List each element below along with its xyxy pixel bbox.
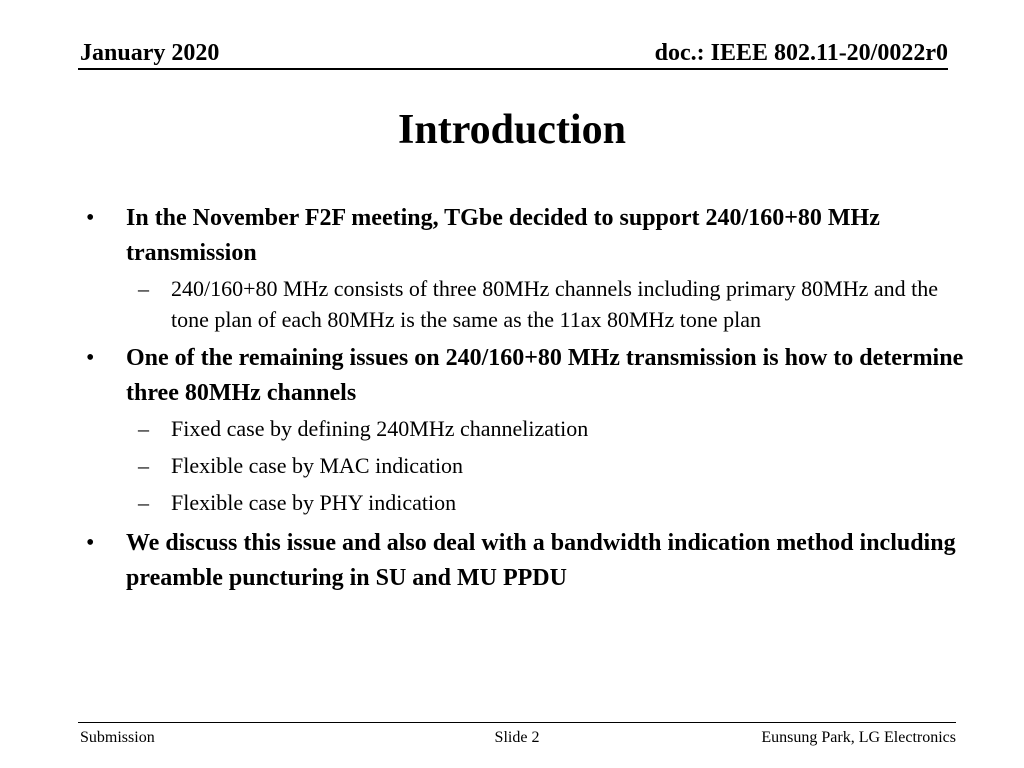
bullet-text: We discuss this issue and also deal with a bandwidth indication method including preamble puncturing in SU and MU PPDU	[126, 530, 956, 591]
bullet-item	[86, 201, 966, 271]
footer-slide-number: Slide 2	[494, 729, 540, 746]
sub-bullet-text: Flexible case by MAC indication	[171, 453, 464, 478]
header-divider	[78, 68, 948, 70]
sub-bullet-item	[86, 450, 966, 481]
bullet-icon: •	[86, 530, 95, 556]
sub-bullet-item	[86, 273, 966, 335]
bullet-text: One of the remaining issues on 240/160+80 MHz transmission is how to determine three 80MHz channels	[126, 345, 964, 406]
sub-bullet-text: 240/160+80 MHz consists of three 80MHz channels including primary 80MHz and the tone plan of each 80MHz is the same as the 11ax 80MHz tone plan	[171, 276, 938, 332]
sub-bullet-item	[86, 487, 966, 518]
slide-body	[86, 201, 966, 597]
bullet-text: In the November F2F meeting, TGbe decided to support 240/160+80 MHz transmission	[126, 205, 880, 266]
dash-icon: –	[138, 490, 149, 515]
footer-author: Eunsung Park, LG Electronics	[761, 729, 956, 746]
bullet-item	[86, 341, 966, 411]
sub-bullet-item	[86, 413, 966, 444]
header-doc-id: doc.: IEEE 802.11-20/0022r0	[654, 40, 948, 66]
dash-icon: –	[138, 453, 149, 478]
sub-bullet-text: Flexible case by PHY indication	[171, 490, 457, 515]
dash-icon: –	[138, 276, 149, 301]
bullet-icon: •	[86, 205, 95, 231]
slide-title: Introduction	[398, 107, 626, 153]
header-date: January 2020	[80, 40, 220, 66]
bullet-item	[86, 526, 966, 596]
bullet-icon: •	[86, 345, 95, 371]
dash-icon: –	[138, 416, 149, 441]
footer-submission: Submission	[80, 729, 155, 746]
sub-bullet-text: Fixed case by defining 240MHz channelization	[171, 416, 589, 441]
footer-divider	[78, 722, 956, 723]
